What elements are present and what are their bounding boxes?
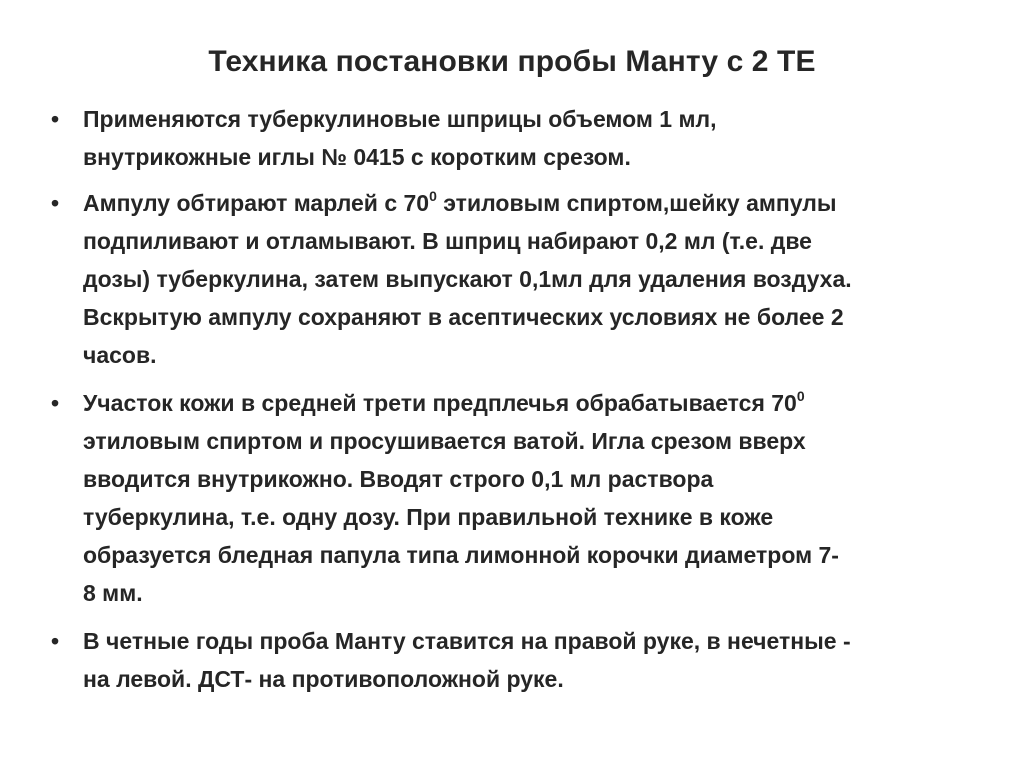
bullet-text: Ампулу обтирают марлей с 70	[83, 190, 430, 216]
bullet-text: этиловым спиртом,шейку ампулы	[436, 190, 837, 216]
degree-superscript: 0	[429, 188, 437, 204]
bullet-line: Применяются туберкулиновые шприцы объемом 1 мл,	[83, 106, 717, 132]
bullet-line: часов.	[83, 342, 157, 368]
bullet-dot-icon: •	[50, 190, 60, 216]
bullet-item-arm-choice	[45, 622, 1005, 698]
bullet-line: 8 мм.	[83, 580, 143, 606]
bullet-line: на левой. ДСТ- на противоположной руке.	[83, 666, 564, 692]
bullet-line	[83, 384, 1005, 422]
bullet-line	[83, 184, 1005, 222]
bullet-line: В четные годы проба Манту ставится на правой руке, в нечетные -	[83, 628, 851, 654]
degree-superscript: 0	[796, 388, 805, 404]
bullet-line: подпиливают и отламывают. В шприц набирают 0,2 мл (т.е. две	[83, 228, 812, 254]
bullet-line: туберкулина, т.е. одну дозу. При правильной технике в коже	[83, 504, 774, 530]
bullet-text: Участок кожи в средней трети предплечья обрабатывается 70	[83, 390, 797, 416]
bullet-dot-icon: •	[50, 106, 60, 132]
bullet-list	[45, 100, 1005, 698]
bullet-line: образуется бледная папула типа лимонной корочки диаметром 7-	[83, 542, 839, 568]
bullet-line: внутрикожные иглы № 0415 с коротким срезом.	[83, 144, 631, 170]
bullet-line: Вскрытую ампулу сохраняют в асептических условиях не более 2	[83, 304, 844, 330]
slide-title: Техника постановки пробы Манту с 2 ТЕ	[208, 45, 816, 78]
bullet-dot-icon: •	[50, 628, 60, 654]
bullet-line: дозы) туберкулина, затем выпускают 0,1мл для удаления воздуха.	[83, 266, 852, 292]
bullet-item-skin-area	[45, 384, 1005, 612]
bullet-item-syringes	[45, 100, 1005, 176]
bullet-item-ampoule	[45, 184, 1005, 374]
bullet-line: этиловым спиртом и просушивается ватой. Игла срезом вверх	[83, 428, 806, 454]
bullet-line: вводится внутрикожно. Вводят строго 0,1 мл раствора	[83, 466, 714, 492]
bullet-dot-icon: •	[50, 390, 60, 416]
